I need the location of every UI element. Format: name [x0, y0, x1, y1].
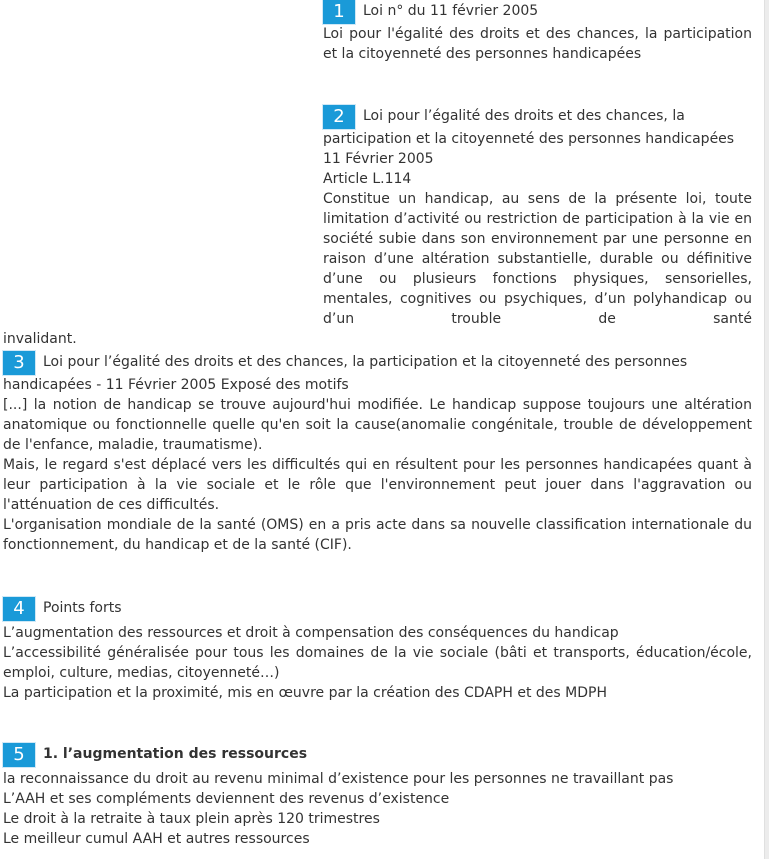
section-4	[3, 597, 752, 703]
section-3-title: Loi pour l’égalité des droits et des chances, la participation et la citoyenneté des personnes handicapées - 11 Février 2005 Exposé des motifs	[3, 354, 688, 393]
section-2-text: Constitue un handicap, au sens de la présente loi, toute limitation d’activité ou restriction de participation à la vie en société subie dans son environnement par une personne en raison d’une altération substantielle, durable ou définitive d’une ou plusieurs fonctions physiques, sensorielles, mentales, cognitives ou psychiques, d’un polyhandicap ou d’un trouble de santé	[323, 191, 752, 327]
section-1-number-badge: 1	[323, 0, 355, 24]
section-5-item: L’AAH et ses compléments deviennent des revenus d’existence	[3, 791, 450, 807]
section-3-paragraph: [...] la notion de handicap se trouve aujourd'hui modifiée. Le handicap suppose toujours une altération anatomique ou fonctionnelle quelle qu'en soit la cause(anomalie congénitale, trouble de développement de l'enfance, maladie, traumatisme).	[3, 397, 752, 453]
section-5-item: la reconnaissance du droit au revenu minimal d’existence pour les personnes ne travaillant pas	[3, 771, 674, 787]
section-3-number-badge: 3	[3, 351, 35, 375]
section-3-paragraph: Mais, le regard s'est déplacé vers les difficultés qui en résultent pour les personnes handicapées quant à leur participation à la vie sociale et le rôle que l'environnement peut jouer dans l'aggravation ou l'atténuation de ces difficultés.	[3, 457, 752, 513]
section-5-item: Le meilleur cumul AAH et autres ressources	[3, 831, 310, 847]
section-4-number-badge: 4	[3, 597, 35, 621]
section-5	[3, 743, 752, 849]
section-1-heading	[323, 0, 752, 24]
section-2-article: Article L.114	[323, 171, 412, 187]
section-2-text-end: invalidant.	[3, 331, 77, 347]
section-3-heading	[3, 351, 752, 395]
section-4-item: L’augmentation des ressources et droit à compensation des conséquences du handicap	[3, 625, 619, 641]
section-5-title: 1. l’augmentation des ressources	[43, 746, 308, 762]
section-5-item: Le droit à la retraite à taux plein après 120 trimestres	[3, 811, 380, 827]
section-3-paragraph: L'organisation mondiale de la santé (OMS) en a pris acte dans sa nouvelle classification internationale du fonctionnement, du handicap et de la santé (CIF).	[3, 517, 752, 553]
section-3	[3, 351, 752, 555]
section-4-item: L’accessibilité généralisée pour tous les domaines de la vie sociale (bâti et transports, éducation/école, emploi, culture, medias, citoyenneté…)	[3, 645, 752, 681]
section-5-heading	[3, 743, 752, 767]
section-4-item: La participation et la proximité, mis en œuvre par la création des CDAPH et des MDPH	[3, 685, 607, 701]
section-2-title: Loi pour l’égalité des droits et des chances, la participation et la citoyenneté des personnes handicapées 11 Février 2005	[323, 108, 735, 167]
section-5-number-badge: 5	[3, 743, 35, 767]
section-4-heading	[3, 597, 752, 621]
section-1	[323, 0, 752, 64]
scrollbar[interactable]	[764, 0, 769, 859]
section-2-number-badge: 2	[323, 105, 355, 129]
section-1-text: Loi pour l'égalité des droits et des chances, la participation et la citoyenneté des personnes handicapées	[323, 26, 752, 62]
section-1-title: Loi n° du 11 février 2005	[363, 3, 539, 19]
section-4-title: Points forts	[43, 600, 122, 616]
section-2-heading	[323, 105, 752, 169]
section-2	[3, 105, 752, 349]
